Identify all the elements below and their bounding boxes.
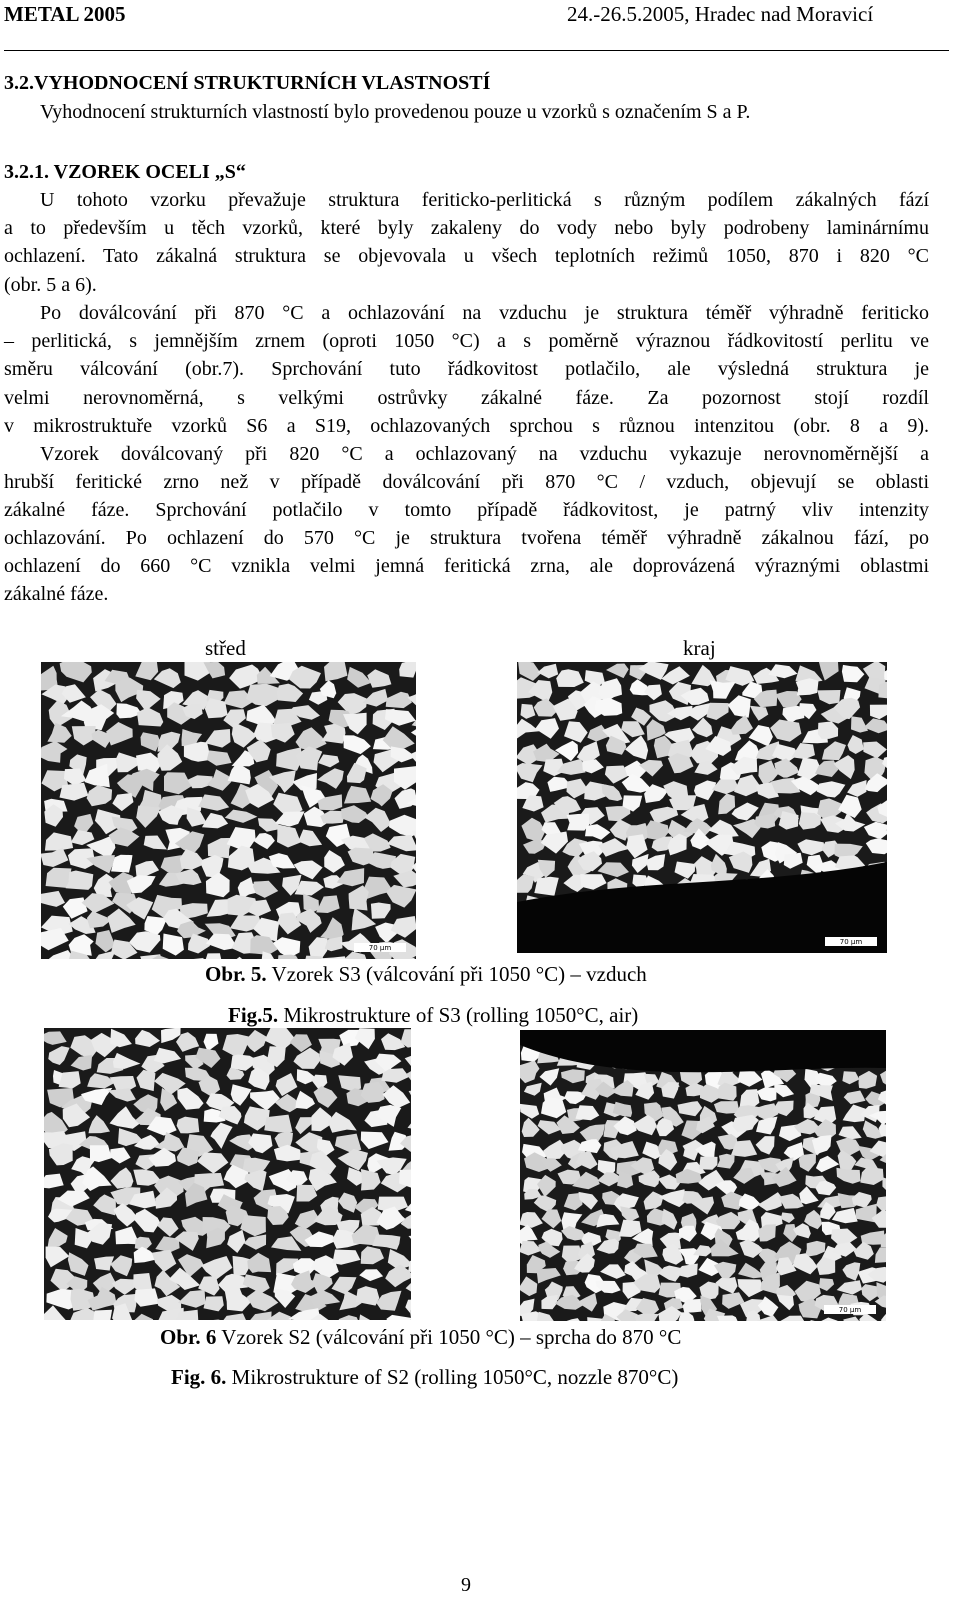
section-intro: Vyhodnocení strukturních vlastností bylo provedenou pouze u vzorků s označením S a P.	[40, 101, 751, 123]
fig5-number-en: Fig.5.	[228, 1003, 279, 1027]
fig6-text-cz: Vzorek S2 (válcování při 1050 °C) – sprcha do 870 °C	[216, 1325, 682, 1349]
micrograph-fig5-edge	[517, 662, 887, 953]
micrograph-image	[520, 1030, 886, 1321]
fig6-caption-en	[171, 1365, 678, 1390]
paragraph-line: – perlitická, s jemnějším zrnem (oproti 1050 °C) a s poměrně výraznou řádkovitostí perlitu ve	[4, 330, 929, 352]
header-rule	[4, 50, 949, 51]
page-header	[0, 0, 960, 30]
conference-name: METAL 2005	[4, 2, 126, 26]
fig5-text-en: Mikrostrukture of S3 (rolling 1050°C, air)	[278, 1003, 639, 1027]
micrograph-image	[44, 1028, 411, 1320]
micrograph-image	[41, 662, 416, 959]
paragraph-line: velmi nerovnoměrná, s velkými ostrůvky zákalné fáze. Za pozornost stojí rozdíl	[4, 387, 929, 409]
paragraph-line: zákalné fáze.	[4, 583, 109, 605]
label-edge: kraj	[683, 636, 716, 660]
fig6-number-en: Fig. 6.	[171, 1365, 227, 1389]
fig5-text-cz: Vzorek S3 (válcování při 1050 °C) – vzduch	[266, 962, 647, 986]
fig6-text-en: Mikrostrukture of S2 (rolling 1050°C, nozzle 870°C)	[226, 1365, 679, 1389]
paragraph-line: (obr. 5 a 6).	[4, 274, 97, 296]
fig6-caption-cz	[160, 1325, 681, 1350]
section-heading: 3.2.VYHODNOCENÍ STRUKTURNÍCH VLASTNOSTÍ	[4, 72, 491, 94]
fig5-caption-en	[228, 1003, 638, 1028]
paragraph-line: v mikrostruktuře vzorků S6 a S19, ochlazovaných sprchou s různou intenzitou (obr. 8 a 9).	[4, 415, 929, 437]
micrograph-fig5-center	[41, 662, 416, 959]
paragraph-line: směru válcování (obr.7). Sprchování tuto řádkovitost potlačilo, ale výsledná struktura je	[4, 358, 929, 380]
micrograph-image	[517, 662, 887, 953]
fig6-number-cz: Obr. 6	[160, 1325, 217, 1349]
scale-bar-label: 70 µm	[838, 1306, 862, 1314]
page-number: 9	[461, 1574, 471, 1596]
scale-bar-label: 70 µm	[839, 938, 863, 946]
paragraph-line: ochlazování. Po ochlazení do 570 °C je struktura tvořena téměř výhradně zákalnou fází, po	[4, 527, 929, 549]
paragraph-line: hrubší feritické zrno než v případě doválcování při 870 °C / vzduch, objevují se oblasti	[4, 471, 929, 493]
paragraph-line: zákalné fáze. Sprchování potlačilo v tomto případě řádkovitost, je patrný vliv intenzity	[4, 499, 929, 521]
label-center: střed	[205, 636, 246, 660]
paragraph-line: ochlazení. Tato zákalná struktura se objevovala u všech teplotních režimů 1050, 870 i 820 °C	[4, 245, 929, 267]
paragraph-line: a to především u těch vzorků, které byly zakaleny do vody nebo byly podrobeny laminárnímu	[4, 217, 929, 239]
conference-date-place: 24.-26.5.2005, Hradec nad Moravicí	[567, 2, 874, 26]
paragraph-line: ochlazení do 660 °C vznikla velmi jemná feritická zrna, ale doprovázená výraznými oblastmi	[4, 555, 929, 577]
micrograph-fig6-center	[44, 1028, 411, 1320]
fig5-caption-cz	[205, 962, 647, 987]
subsection-heading: 3.2.1. VZOREK OCELI „S“	[4, 161, 246, 183]
fig5-number-cz: Obr. 5.	[205, 962, 267, 986]
paragraph-line: Vzorek doválcovaný při 820 °C a ochlazovaný na vzduchu vykazuje nerovnoměrnější a	[40, 443, 929, 465]
scale-bar-label: 70 µm	[368, 944, 392, 952]
paragraph-line: Po doválcování při 870 °C a ochlazování na vzduchu je struktura téměř výhradně feriticko	[40, 302, 929, 324]
paragraph-line: U tohoto vzorku převažuje struktura feriticko-perlitická s různým podílem zákalných fází	[40, 189, 929, 211]
micrograph-fig6-edge	[520, 1030, 886, 1321]
